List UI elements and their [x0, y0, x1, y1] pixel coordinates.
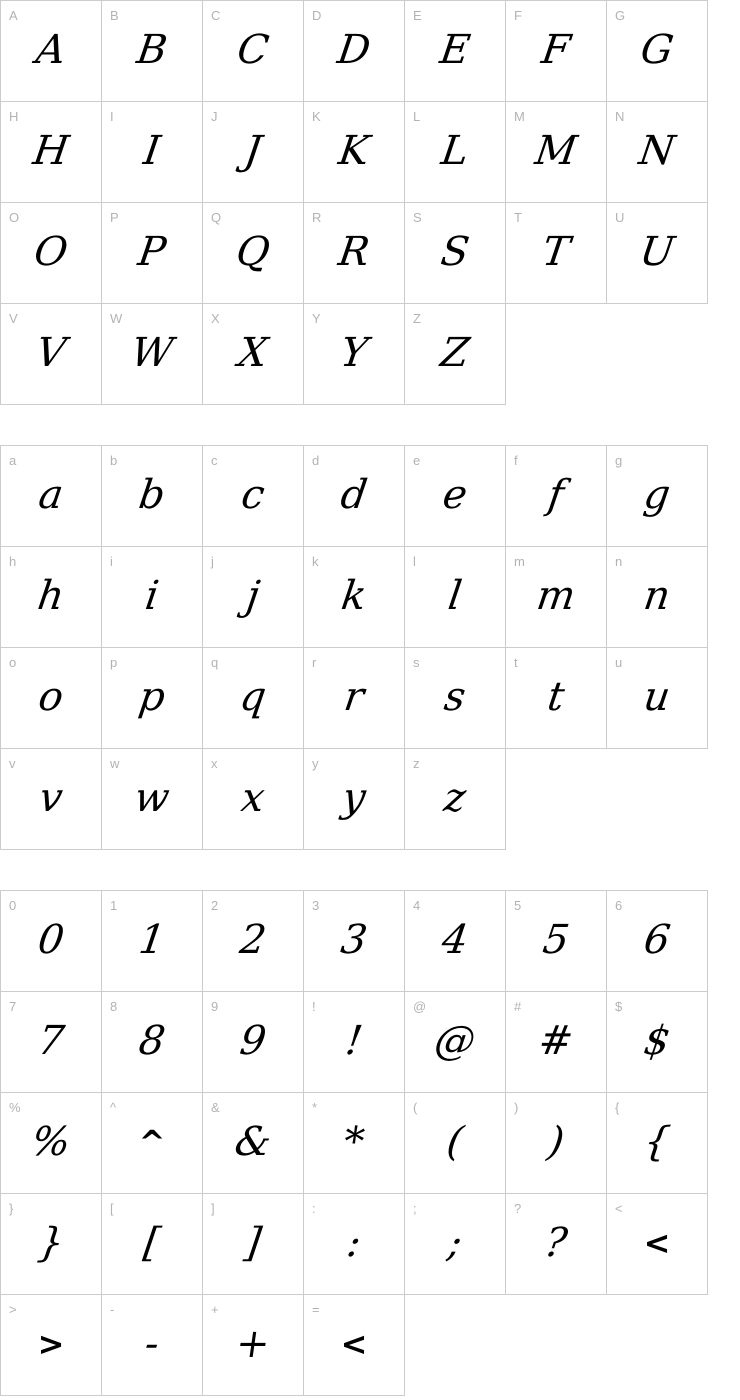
cell-glyph-preview: i	[142, 573, 162, 619]
cell-character-label: ;	[413, 1201, 417, 1216]
glyph-cell	[102, 891, 203, 992]
cell-character-label: w	[110, 756, 120, 771]
cell-character-label: 4	[413, 898, 421, 913]
cell-character-label: T	[514, 210, 522, 225]
cell-glyph-preview: (	[443, 1119, 467, 1165]
cell-character-label: !	[312, 999, 316, 1014]
cell-glyph-preview: x	[238, 775, 268, 821]
cell-character-label: X	[211, 311, 220, 326]
glyph-cell	[506, 1093, 607, 1194]
glyph-cell	[304, 446, 405, 547]
cell-character-label: M	[514, 109, 525, 124]
glyph-cell	[102, 749, 203, 850]
cell-glyph-preview: W	[128, 330, 176, 376]
cell-character-label: (	[413, 1100, 418, 1115]
cell-glyph-preview: ?	[542, 1220, 570, 1266]
glyph-cell	[1, 304, 102, 405]
cell-character-label: 1	[110, 898, 118, 913]
cell-glyph-preview: S	[438, 229, 472, 275]
cell-glyph-preview: ]	[241, 1220, 265, 1266]
cell-character-label: j	[211, 554, 214, 569]
glyph-cell	[607, 1, 708, 102]
cell-glyph-preview: 5	[540, 917, 572, 963]
cell-glyph-preview: 7	[35, 1018, 67, 1064]
cell-character-label: l	[413, 554, 416, 569]
glyph-cell	[304, 547, 405, 648]
cell-glyph-preview: t	[544, 674, 568, 720]
glyph-cell	[607, 891, 708, 992]
cell-glyph-preview: T	[539, 229, 573, 275]
cell-glyph-preview: %	[28, 1119, 74, 1165]
charmap-numbers-and-symbols	[0, 890, 708, 1396]
charmap-row	[1, 648, 708, 749]
cell-character-label: *	[312, 1100, 318, 1115]
cell-glyph-preview: s	[441, 674, 469, 720]
glyph-cell	[102, 648, 203, 749]
glyph-cell	[102, 304, 203, 405]
cell-glyph-preview: a	[35, 472, 67, 518]
cell-character-label: @	[413, 999, 427, 1014]
charmap-row	[1, 547, 708, 648]
cell-character-label: 3	[312, 898, 320, 913]
glyph-cell	[203, 648, 304, 749]
cell-glyph-preview: j	[243, 573, 263, 619]
glyph-cell	[203, 992, 304, 1093]
cell-glyph-preview: *	[340, 1119, 368, 1165]
cell-character-label: s	[413, 655, 420, 670]
cell-glyph-preview: +	[233, 1321, 273, 1367]
cell-glyph-preview: ;	[445, 1220, 465, 1266]
glyph-cell	[203, 102, 304, 203]
cell-character-label: h	[9, 554, 17, 569]
cell-glyph-preview: o	[35, 674, 67, 720]
glyph-cell	[304, 1194, 405, 1295]
cell-character-label: =	[312, 1302, 320, 1317]
glyph-cell	[203, 891, 304, 992]
glyph-cell	[102, 446, 203, 547]
cell-character-label: 5	[514, 898, 522, 913]
cell-character-label: ]	[211, 1201, 215, 1216]
glyph-cell	[304, 749, 405, 850]
cell-character-label: }	[9, 1201, 14, 1216]
cell-character-label: B	[110, 8, 119, 23]
cell-character-label: C	[211, 8, 221, 23]
charmap-uppercase-letters	[0, 0, 708, 405]
glyph-cell	[506, 203, 607, 304]
charmap-row	[1, 1, 708, 102]
cell-glyph-preview: :	[344, 1220, 364, 1266]
glyph-cell	[1, 1194, 102, 1295]
charmap-row	[1, 1194, 708, 1295]
cell-glyph-preview: r	[341, 674, 367, 720]
glyph-cell	[102, 1295, 203, 1396]
cell-character-label: m	[514, 554, 525, 569]
cell-glyph-preview: B	[134, 27, 170, 73]
cell-character-label: k	[312, 554, 319, 569]
glyph-cell	[506, 992, 607, 1093]
cell-glyph-preview: n	[640, 573, 674, 619]
cell-character-label: N	[615, 109, 625, 124]
cell-character-label: P	[110, 210, 119, 225]
cell-glyph-preview: <	[340, 1325, 368, 1363]
glyph-cell	[102, 1, 203, 102]
cell-character-label: #	[514, 999, 522, 1014]
cell-glyph-preview: &	[231, 1119, 275, 1165]
cell-glyph-preview: >	[37, 1325, 65, 1363]
cell-character-label: o	[9, 655, 17, 670]
glyph-cell	[1, 203, 102, 304]
cell-character-label: r	[312, 655, 317, 670]
glyph-cell	[607, 203, 708, 304]
cell-glyph-preview: ^	[138, 1123, 166, 1161]
glyph-cell	[203, 203, 304, 304]
cell-glyph-preview: P	[135, 229, 169, 275]
cell-character-label: D	[312, 8, 322, 23]
glyph-cell	[203, 1194, 304, 1295]
glyph-cell	[102, 547, 203, 648]
glyph-cell	[304, 203, 405, 304]
cell-glyph-preview: }	[35, 1220, 67, 1266]
cell-character-label: S	[413, 210, 422, 225]
cell-glyph-preview: 6	[641, 917, 673, 963]
glyph-cell	[607, 648, 708, 749]
cell-glyph-preview: Q	[233, 229, 273, 275]
cell-glyph-preview: z	[441, 775, 469, 821]
charmap-row	[1, 1295, 708, 1396]
glyph-cell	[405, 203, 506, 304]
glyph-cell	[506, 1194, 607, 1295]
glyph-cell	[1, 1, 102, 102]
charmap-lowercase-letters	[0, 445, 708, 850]
glyph-cell	[607, 1194, 708, 1295]
cell-glyph-preview: f	[545, 472, 567, 518]
glyph-cell	[1, 102, 102, 203]
cell-character-label: A	[9, 8, 18, 23]
glyph-cell	[1, 1295, 102, 1396]
cell-glyph-preview: M	[532, 128, 580, 174]
cell-character-label: L	[413, 109, 421, 124]
cell-glyph-preview: I	[140, 128, 164, 174]
cell-character-label: u	[615, 655, 623, 670]
glyph-cell	[102, 1194, 203, 1295]
cell-character-label: 9	[211, 999, 219, 1014]
cell-character-label: V	[9, 311, 18, 326]
cell-glyph-preview: 4	[439, 917, 471, 963]
cell-glyph-preview: X	[235, 330, 271, 376]
charmap-row	[1, 102, 708, 203]
cell-glyph-preview: N	[636, 128, 678, 174]
glyph-cell	[304, 992, 405, 1093]
cell-character-label: ?	[514, 1201, 522, 1216]
cell-glyph-preview: c	[238, 472, 268, 518]
cell-character-label: Y	[312, 311, 321, 326]
cell-glyph-preview: Z	[437, 330, 473, 376]
glyph-cell	[203, 1, 304, 102]
glyph-cell	[405, 446, 506, 547]
cell-glyph-preview: e	[439, 472, 471, 518]
cell-glyph-preview: $	[641, 1018, 673, 1064]
charmap-row	[1, 992, 708, 1093]
cell-glyph-preview: q	[236, 674, 270, 720]
glyph-cell	[203, 1093, 304, 1194]
cell-character-label: F	[514, 8, 522, 23]
cell-glyph-preview: p	[135, 674, 169, 720]
cell-glyph-preview: u	[640, 674, 674, 720]
cell-character-label: :	[312, 1201, 316, 1216]
glyph-cell	[203, 304, 304, 405]
cell-character-label: Z	[413, 311, 421, 326]
glyph-cell	[506, 648, 607, 749]
cell-character-label: 7	[9, 999, 17, 1014]
cell-glyph-preview: #	[536, 1018, 576, 1064]
glyph-cell	[304, 891, 405, 992]
cell-character-label: I	[110, 109, 114, 124]
cell-character-label: i	[110, 554, 113, 569]
cell-glyph-preview: H	[30, 128, 72, 174]
charmap-row	[1, 446, 708, 547]
cell-glyph-preview: y	[339, 775, 369, 821]
cell-character-label: c	[211, 453, 218, 468]
cell-character-label: x	[211, 756, 218, 771]
cell-character-label: G	[615, 8, 626, 23]
cell-glyph-preview: D	[334, 27, 374, 73]
cell-character-label: y	[312, 756, 319, 771]
glyph-cell	[405, 992, 506, 1093]
glyph-cell	[506, 547, 607, 648]
glyph-cell	[203, 749, 304, 850]
cell-glyph-preview: V	[33, 330, 69, 376]
cell-glyph-preview: C	[234, 27, 272, 73]
cell-character-label: +	[211, 1302, 219, 1317]
cell-character-label: {	[615, 1100, 620, 1115]
cell-character-label: O	[9, 210, 20, 225]
cell-glyph-preview: 9	[237, 1018, 269, 1064]
cell-glyph-preview: 3	[338, 917, 370, 963]
glyph-cell	[405, 891, 506, 992]
cell-character-label: ^	[110, 1100, 117, 1115]
glyph-cell	[1, 749, 102, 850]
glyph-cell	[304, 304, 405, 405]
cell-character-label: &	[211, 1100, 220, 1115]
glyph-cell	[304, 1, 405, 102]
cell-character-label: )	[514, 1100, 519, 1115]
cell-character-label: U	[615, 210, 625, 225]
glyph-cell	[304, 648, 405, 749]
glyph-cell	[607, 446, 708, 547]
cell-glyph-preview: L	[438, 128, 472, 174]
cell-character-label: 0	[9, 898, 17, 913]
glyph-cell	[1, 891, 102, 992]
cell-glyph-preview: U	[636, 229, 678, 275]
cell-glyph-preview: Y	[337, 330, 371, 376]
glyph-cell	[506, 891, 607, 992]
cell-character-label: 6	[615, 898, 623, 913]
cell-character-label: d	[312, 453, 320, 468]
cell-glyph-preview: A	[33, 27, 69, 73]
cell-character-label: p	[110, 655, 118, 670]
glyph-cell	[506, 446, 607, 547]
glyph-cell	[102, 102, 203, 203]
cell-glyph-preview: 8	[136, 1018, 168, 1064]
cell-character-label: H	[9, 109, 19, 124]
cell-character-label: W	[110, 311, 123, 326]
glyph-cell	[405, 749, 506, 850]
cell-character-label: >	[9, 1302, 17, 1317]
cell-glyph-preview: 2	[237, 917, 269, 963]
glyph-cell	[607, 992, 708, 1093]
glyph-cell	[506, 102, 607, 203]
cell-glyph-preview: w	[131, 775, 173, 821]
cell-character-label: n	[615, 554, 623, 569]
glyph-cell	[1, 547, 102, 648]
charmap-row	[1, 891, 708, 992]
glyph-cell	[1, 446, 102, 547]
cell-glyph-preview: g	[640, 472, 674, 518]
cell-glyph-preview: k	[338, 573, 370, 619]
cell-glyph-preview: @	[431, 1018, 479, 1064]
cell-glyph-preview: !	[342, 1018, 366, 1064]
charmap-row	[1, 203, 708, 304]
glyph-cell	[405, 304, 506, 405]
cell-character-label: J	[211, 109, 218, 124]
glyph-cell	[1, 1093, 102, 1194]
glyph-cell	[405, 1, 506, 102]
cell-character-label: z	[413, 756, 420, 771]
cell-glyph-preview: h	[34, 573, 68, 619]
cell-character-label: [	[110, 1201, 114, 1216]
glyph-cell	[607, 102, 708, 203]
cell-glyph-preview: )	[544, 1119, 568, 1165]
cell-glyph-preview: -	[142, 1321, 162, 1367]
glyph-cell	[1, 648, 102, 749]
charmap-row	[1, 304, 708, 405]
cell-glyph-preview: 1	[136, 917, 168, 963]
cell-character-label: q	[211, 655, 219, 670]
glyph-cell	[203, 446, 304, 547]
cell-character-label: -	[110, 1302, 115, 1317]
cell-character-label: %	[9, 1100, 21, 1115]
glyph-cell	[405, 547, 506, 648]
glyph-cell	[607, 1093, 708, 1194]
cell-glyph-preview: G	[637, 27, 677, 73]
cell-character-label: <	[615, 1201, 623, 1216]
cell-character-label: v	[9, 756, 16, 771]
cell-character-label: 8	[110, 999, 118, 1014]
cell-character-label: E	[413, 8, 422, 23]
cell-character-label: a	[9, 453, 17, 468]
cell-character-label: g	[615, 453, 623, 468]
cell-character-label: f	[514, 453, 518, 468]
glyph-cell	[102, 203, 203, 304]
glyph-cell	[506, 1, 607, 102]
cell-glyph-preview: O	[31, 229, 71, 275]
glyph-cell	[405, 1194, 506, 1295]
cell-glyph-preview: <	[643, 1224, 671, 1262]
glyph-cell	[304, 1295, 405, 1396]
cell-character-label: b	[110, 453, 118, 468]
glyph-cell	[405, 648, 506, 749]
cell-glyph-preview: E	[437, 27, 473, 73]
glyph-cell	[304, 102, 405, 203]
cell-character-label: t	[514, 655, 518, 670]
charmap-row	[1, 749, 708, 850]
glyph-cell	[102, 1093, 203, 1194]
cell-glyph-preview: b	[135, 472, 169, 518]
cell-character-label: 2	[211, 898, 219, 913]
glyph-cell	[102, 992, 203, 1093]
cell-glyph-preview: d	[337, 472, 371, 518]
glyph-cell	[1, 992, 102, 1093]
glyph-cell	[203, 1295, 304, 1396]
cell-glyph-preview: 0	[35, 917, 67, 963]
glyph-cell	[405, 102, 506, 203]
glyph-cell	[405, 1093, 506, 1194]
cell-character-label: e	[413, 453, 421, 468]
glyph-cell	[203, 547, 304, 648]
cell-glyph-preview: [	[140, 1220, 164, 1266]
cell-character-label: R	[312, 210, 322, 225]
glyph-cell	[304, 1093, 405, 1194]
cell-character-label: Q	[211, 210, 222, 225]
cell-glyph-preview: F	[538, 27, 574, 73]
cell-glyph-preview: v	[36, 775, 66, 821]
cell-glyph-preview: K	[335, 128, 373, 174]
cell-glyph-preview: R	[335, 229, 373, 275]
cell-character-label: K	[312, 109, 321, 124]
cell-character-label: $	[615, 999, 623, 1014]
cell-glyph-preview: m	[533, 573, 579, 619]
charmap-row	[1, 1093, 708, 1194]
cell-glyph-preview: l	[445, 573, 465, 619]
glyph-cell	[607, 547, 708, 648]
cell-glyph-preview: {	[641, 1119, 673, 1165]
cell-glyph-preview: J	[241, 128, 265, 174]
